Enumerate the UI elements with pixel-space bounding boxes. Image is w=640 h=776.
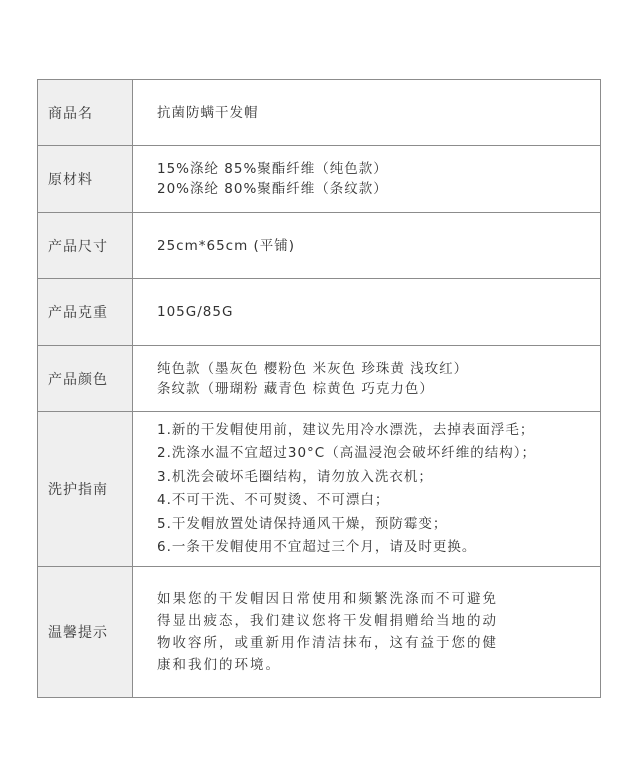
spec-value-line: 条纹款（珊瑚粉 藏青色 棕黄色 巧克力色） (157, 380, 434, 397)
spec-value (133, 567, 601, 698)
spec-row-care-guide (38, 412, 601, 567)
spec-value (133, 412, 601, 567)
spec-row-tips (38, 567, 601, 698)
spec-value-line: 20%涤纶 80%聚酯纤维（条纹款） (157, 181, 388, 197)
spec-row-weight (38, 279, 601, 346)
spec-row-size (38, 213, 601, 279)
care-step: 3.机洗会破坏毛圈结构，请勿放入洗衣机； (157, 468, 433, 485)
spec-label: 温馨提示 (38, 567, 133, 698)
spec-label: 商品名 (38, 80, 133, 146)
spec-row-colors (38, 346, 601, 412)
care-step: 6.一条干发帽使用不宜超过三个月，请及时更换。 (157, 539, 477, 555)
spec-value (133, 80, 601, 146)
spec-value-line: 纯色款（墨灰色 樱粉色 米灰色 珍珠黄 浅玫红） (157, 360, 469, 377)
spec-value-line: 15%涤纶 85%聚酯纤维（纯色款） (157, 161, 388, 177)
spec-label: 产品克重 (38, 279, 133, 346)
spec-label: 洗护指南 (38, 412, 133, 567)
tips-paragraph: 如果您的干发帽因日常使用和频繁洗涤而不可避免得显出疲态，我们建议您将干发帽捐赠给当地的动物收容所，或重新用作清洁抹布，这有益于您的健康和我们的环境。 (157, 591, 498, 673)
product-spec-table (37, 79, 601, 698)
spec-label: 产品尺寸 (38, 213, 133, 279)
spec-value (133, 279, 601, 346)
spec-value-line: 105G/85G (157, 304, 234, 320)
spec-label: 原材料 (38, 146, 133, 213)
care-step: 1.新的干发帽使用前，建议先用冷水漂洗，去掉表面浮毛； (157, 421, 535, 438)
spec-label: 产品颜色 (38, 346, 133, 412)
care-step: 4.不可干洗、不可熨烫、不可漂白； (157, 492, 390, 508)
spec-value (133, 146, 601, 213)
spec-value (133, 213, 601, 279)
care-step: 5.干发帽放置处请保持通风干燥，预防霉变； (157, 515, 448, 532)
spec-value-line: 抗菌防螨干发帽 (157, 104, 259, 121)
spec-row-product-name (38, 80, 601, 146)
spec-value (133, 346, 601, 412)
care-step: 2.洗涤水温不宜超过30°C（高温浸泡会破坏纤维的结构）； (157, 445, 536, 461)
spec-row-material (38, 146, 601, 213)
spec-value-line: 25cm*65cm (平铺) (157, 237, 296, 254)
